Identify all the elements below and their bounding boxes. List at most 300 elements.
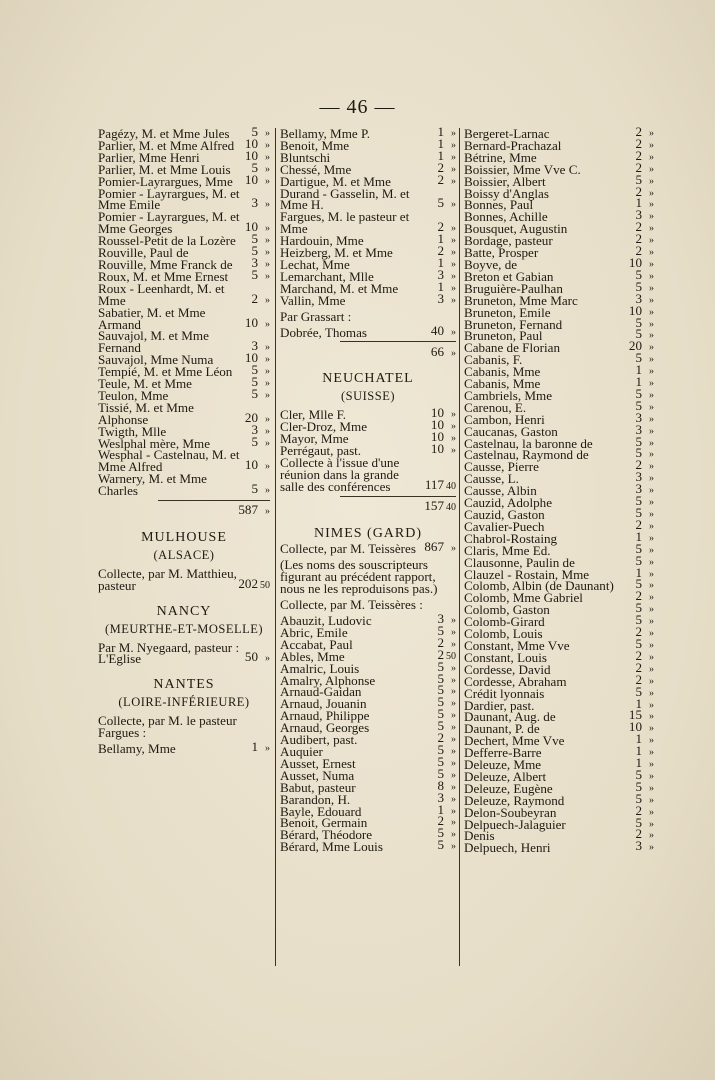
entry-row — [280, 322, 456, 340]
amount-francs: 10 — [628, 302, 642, 318]
entry-amount — [238, 385, 270, 402]
subtotal-amount — [238, 504, 270, 518]
entry-name: Cambon, Henri — [464, 411, 545, 427]
amount-francs: 5 — [251, 266, 258, 282]
entry-name: Delpuech, Henri — [464, 840, 551, 856]
amount-cents: » — [649, 747, 654, 759]
amount-cents: » — [649, 663, 654, 675]
amount-cents: » — [649, 413, 654, 425]
entry-name: Perrégaut, past. — [280, 442, 362, 458]
entry-name: Causse, Pierre — [464, 459, 539, 475]
amount-francs: 3 — [437, 789, 444, 805]
amount-cents: 40 — [446, 480, 456, 492]
amount-cents: » — [649, 759, 654, 771]
entry-name: Delon-Soubeyran — [464, 804, 557, 820]
amount-cents: » — [451, 235, 456, 247]
amount-francs: 2 — [635, 231, 642, 247]
entry-name: Delpuech-Jalaguier — [464, 816, 566, 832]
amount-francs: 2 — [437, 243, 444, 259]
amount-cents: » — [451, 757, 456, 769]
entry-row — [98, 399, 270, 427]
amount-francs: 2 — [437, 634, 444, 650]
amount-francs: 2 — [635, 147, 642, 163]
amount-cents: » — [265, 342, 270, 354]
amount-cents: » — [649, 139, 654, 151]
entry-name: Teule, M. et Mme — [98, 376, 192, 392]
amount-cents: 50 — [260, 579, 270, 591]
amount-francs: 1 — [437, 278, 444, 294]
amount-francs: 10 — [430, 417, 444, 433]
column-divider — [459, 128, 460, 966]
amount-francs: 3 — [437, 266, 444, 282]
amount-cents: » — [265, 742, 270, 754]
amount-cents: » — [649, 306, 654, 318]
section-heading: NIMES (GARD) — [313, 525, 423, 541]
amount-cents: » — [451, 433, 456, 445]
amount-francs: 10 — [430, 429, 444, 445]
entry-name: Pomier-Layrargues, Mme — [98, 173, 233, 189]
entry-name: Collecte, par M. Teissères — [280, 541, 416, 557]
entry-name: Cabanis, Mme — [464, 364, 541, 380]
entry-name: Bernard-Prachazal — [464, 137, 562, 153]
entry-name: Sabatier, M. et Mme Armand — [98, 304, 206, 332]
entry-name: Bérard, Mme Louis — [280, 839, 383, 855]
amount-francs: 2 — [635, 183, 642, 199]
entry-name: Mayor, Mme — [280, 431, 349, 447]
amount-cents: » — [451, 139, 456, 151]
amount-cents: » — [265, 425, 270, 437]
entry-name: Claris, Mme Ed. — [464, 542, 551, 558]
amount-francs: 5 — [635, 552, 642, 568]
total-rule — [340, 341, 456, 342]
entry-row — [280, 185, 456, 213]
entry-name: Rouville, Paul de — [98, 245, 189, 261]
entry-name: Causse, L. — [464, 471, 519, 487]
amount-cents: » — [451, 421, 456, 433]
amount-cents: » — [649, 128, 654, 139]
amount-cents: » — [649, 282, 654, 294]
amount-cents: » — [265, 139, 270, 151]
entry-name: Twigth, Mlle — [98, 423, 167, 439]
amount-cents: » — [451, 805, 456, 817]
amount-cents: » — [649, 770, 654, 782]
amount-francs: 3 — [251, 421, 258, 437]
entry-name: Sauvajol, Mme Numa — [98, 352, 214, 368]
amount-francs: 202 — [238, 575, 258, 591]
amount-cents: » — [451, 698, 456, 710]
amount-francs: 5 — [635, 505, 642, 520]
amount-cents: » — [649, 461, 654, 473]
amount-francs: 10 — [244, 219, 258, 235]
amount-cents: » — [451, 270, 456, 282]
amount-cents: » — [265, 318, 270, 330]
amount-cents: » — [451, 674, 456, 686]
entry-amount — [238, 483, 270, 497]
entry-name: Colomb, Gaston — [464, 602, 550, 618]
amount-francs: 5 — [635, 766, 642, 782]
entry-name: Cordesse, David — [464, 661, 551, 677]
amount-francs: 2 — [437, 219, 444, 235]
amount-cents: » — [265, 223, 270, 235]
amount-francs: 5 — [437, 765, 444, 781]
amount-cents: » — [649, 509, 654, 520]
entry-amount — [424, 322, 456, 339]
entry-name: Abric, Emile — [280, 624, 348, 640]
entry-name: Deleuze, Eugène — [464, 780, 553, 796]
amount-francs: 10 — [628, 719, 642, 735]
amount-cents: » — [451, 294, 456, 306]
amount-cents: » — [451, 829, 456, 841]
amount-francs: 10 — [430, 440, 444, 456]
entry-name: Bellamy, Mme — [98, 740, 176, 756]
amount-cents: » — [649, 401, 654, 413]
entry-name: Cauzid, Adolphe — [464, 495, 553, 511]
amount-francs: 2 — [635, 671, 642, 687]
column-2 — [280, 124, 456, 855]
amount-francs: 867 — [424, 539, 444, 555]
amount-francs: 1 — [437, 147, 444, 163]
amount-cents: » — [451, 638, 456, 650]
amount-francs: 2 — [635, 659, 642, 675]
entry-name: Bétrine, Mme — [464, 149, 537, 165]
entry-name: Collecte à l'issue d'une réunion dans la grande salle des conférences — [280, 454, 400, 494]
amount-cents: » — [649, 782, 654, 794]
amount-francs: 2 — [635, 243, 642, 259]
section-note: Par Grassart : — [280, 308, 352, 324]
amount-francs: 3 — [635, 409, 642, 425]
entry-name: Roussel-Petit de la Lozère — [98, 233, 236, 249]
entry-name: Colomb, Louis — [464, 626, 543, 642]
amount-cents: » — [451, 199, 456, 211]
amount-francs: 10 — [430, 405, 444, 421]
amount-francs: 1 — [251, 738, 258, 754]
amount-francs: 2 — [635, 826, 642, 842]
amount-francs: 5 — [251, 433, 258, 449]
entry-name: Bonnes, Achille — [464, 209, 548, 225]
section-heading: NANCY — [156, 603, 212, 619]
entry-name: Bruneton, Fernand — [464, 316, 563, 332]
amount-francs: 2 — [437, 813, 444, 829]
amount-francs: 3 — [635, 469, 642, 485]
entry-amount — [238, 197, 270, 211]
entry-name: Par M. Nyegaard, pasteur : L'Eglise — [98, 639, 240, 667]
amount-francs: 5 — [635, 576, 642, 592]
entry-name: Bergeret-Larnac — [464, 126, 550, 141]
amount-francs: 5 — [251, 481, 258, 497]
entry-row — [98, 304, 270, 332]
amount-cents: » — [451, 793, 456, 805]
amount-francs: 5 — [635, 350, 642, 366]
entry-row — [280, 454, 456, 494]
amount-cents: » — [451, 347, 456, 359]
amount-cents: » — [265, 128, 270, 139]
entry-name: Crédit lyonnais — [464, 685, 545, 701]
amount-francs: 10 — [244, 135, 258, 151]
entry-name: Bluntschi — [280, 149, 331, 165]
amount-cents: » — [451, 223, 456, 235]
entry-name: Hardouin, Mme — [280, 233, 364, 249]
amount-francs: 5 — [635, 540, 642, 556]
amount-cents: » — [649, 651, 654, 663]
subtotal-amount — [424, 497, 456, 514]
amount-cents: » — [649, 806, 654, 818]
entry-name: Daunant, Aug. de — [464, 709, 556, 725]
entry-name: Amalric, Louis — [280, 660, 360, 676]
amount-cents: » — [649, 723, 654, 735]
amount-francs: 5 — [635, 385, 642, 401]
amount-francs: 5 — [251, 124, 258, 139]
amount-cents: » — [649, 544, 654, 556]
amount-francs: 10 — [244, 350, 258, 366]
amount-cents: » — [451, 722, 456, 734]
amount-francs: 10 — [244, 171, 258, 187]
column-1 — [98, 124, 270, 756]
amount-cents: » — [451, 326, 456, 338]
amount-francs: 1 — [635, 195, 642, 211]
entry-name: Pomier - Layrargues, M. et Mme Emile — [98, 185, 240, 213]
entry-name: Sauvajol, M. et Mme Fernand — [98, 328, 209, 356]
entry-name: Caucanas, Gaston — [464, 423, 558, 439]
amount-francs: 1 — [437, 231, 444, 247]
entry-name: Pomier - Layrargues, M. et Mme Georges — [98, 209, 240, 237]
amount-cents: » — [451, 662, 456, 674]
entry-name: Chabrol-Rostaing — [464, 530, 558, 546]
amount-cents: » — [265, 354, 270, 366]
entry-name: Bonnes, Paul — [464, 197, 534, 213]
amount-cents: » — [649, 270, 654, 282]
amount-cents: » — [451, 745, 456, 757]
entry-name: Cler-Droz, Mme — [280, 419, 368, 435]
amount-cents: » — [265, 199, 270, 211]
entry-row — [98, 185, 270, 213]
entry-name: Arnaud, Philippe — [280, 708, 370, 724]
amount-francs: 2 — [437, 159, 444, 175]
entry-name: Dechert, Mme Vve — [464, 733, 565, 749]
amount-cents: » — [265, 294, 270, 306]
amount-cents: » — [451, 409, 456, 421]
amount-francs: 1 — [635, 755, 642, 771]
amount-cents: » — [649, 532, 654, 544]
entry-name: Clauzel - Rostain, Mme — [464, 566, 590, 582]
amount-francs: 10 — [628, 254, 642, 270]
amount-francs: 50 — [244, 649, 258, 665]
amount-francs: 5 — [251, 362, 258, 378]
entry-name: Benoit, Germain — [280, 815, 368, 831]
entry-name: Bruneton, Mme Marc — [464, 292, 578, 308]
entry-name: Arnaud, Georges — [280, 720, 370, 736]
amount-francs: 1 — [437, 124, 444, 139]
entry-name: Barandon, H. — [280, 791, 351, 807]
amount-cents: » — [649, 687, 654, 699]
entry-name: Babut, pasteur — [280, 779, 356, 795]
entry-row — [98, 449, 270, 473]
entry-amount — [238, 575, 270, 592]
entry-name: Accabat, Paul — [280, 636, 353, 652]
amount-francs: 5 — [635, 445, 642, 461]
amount-francs: 157 — [424, 497, 444, 513]
entry-name: Boissier, Albert — [464, 173, 546, 189]
entry-name: Breton et Gabian — [464, 268, 554, 284]
amount-cents: » — [649, 794, 654, 806]
entry-amount — [238, 738, 270, 755]
amount-cents: » — [649, 187, 654, 199]
amount-cents: » — [265, 163, 270, 175]
amount-francs: 5 — [635, 600, 642, 616]
entry-name: Defferre-Barre — [464, 745, 542, 761]
amount-cents: 50 — [446, 650, 456, 662]
amount-francs: 1 — [635, 362, 642, 378]
amount-cents: » — [265, 506, 270, 518]
amount-cents: » — [451, 151, 456, 163]
amount-francs: 5 — [437, 682, 444, 698]
section-note: Collecte, par M. le pasteur Fargues : — [98, 713, 237, 741]
amount-francs: 3 — [635, 481, 642, 497]
amount-cents: » — [649, 842, 654, 854]
amount-francs: 1 — [635, 564, 642, 580]
entry-name: Ables, Mme — [280, 648, 345, 664]
amount-cents: » — [649, 604, 654, 616]
amount-francs: 5 — [251, 159, 258, 175]
amount-francs: 20 — [628, 338, 642, 354]
entry-name: Bruguière-Paulhan — [464, 280, 563, 296]
amount-francs: 3 — [437, 290, 444, 306]
amount-francs: 5 — [635, 278, 642, 294]
amount-cents: » — [265, 366, 270, 378]
amount-cents: » — [649, 711, 654, 723]
amount-cents: » — [265, 270, 270, 282]
amount-francs: 5 — [635, 397, 642, 413]
entry-name: Chessé, Mme — [280, 161, 352, 177]
amount-francs: 3 — [251, 338, 258, 354]
amount-francs: 1 — [635, 528, 642, 544]
entry-amount — [238, 171, 270, 188]
amount-francs: 2 — [635, 219, 642, 235]
subtotal-row — [280, 345, 456, 359]
amount-francs: 5 — [437, 658, 444, 674]
amount-francs: 2 — [635, 135, 642, 151]
entry-name: Causse, Albin — [464, 483, 537, 499]
entry-row — [98, 565, 270, 593]
entry-amount — [238, 266, 270, 283]
amount-francs: 2 — [635, 457, 642, 473]
entry-name: Collecte, par M. Matthieu, pasteur — [98, 565, 237, 593]
amount-francs: 1 — [635, 374, 642, 390]
total-rule — [340, 496, 456, 497]
amount-francs: 8 — [437, 777, 444, 793]
entry-amount — [238, 290, 270, 307]
entry-name: Durand - Gasselin, M. et Mme H. — [280, 185, 410, 213]
entry-name: Vallin, Mme — [280, 292, 346, 308]
entry-name: Colomb-Girard — [464, 614, 545, 630]
entry-name: Marchand, M. et Mme — [280, 280, 399, 296]
entry-row — [464, 838, 654, 856]
entry-name: Rouville, Mme Franck de — [98, 256, 233, 272]
amount-francs: 5 — [437, 825, 444, 841]
amount-francs: 5 — [437, 622, 444, 638]
entry-name: Ausset, Numa — [280, 767, 355, 783]
entry-row — [280, 290, 456, 308]
amount-francs: 2 — [635, 159, 642, 175]
entry-name: Cordesse, Abraham — [464, 673, 567, 689]
entry-row — [98, 473, 270, 497]
entry-name: Dardier, past. — [464, 697, 535, 713]
entry-name: Cabanis, Mme — [464, 376, 541, 392]
entry-name: Clausonne, Paulin de — [464, 554, 575, 570]
entry-name: Cabanis, F. — [464, 352, 523, 368]
entry-name: Auquier — [280, 743, 323, 759]
entry-name: Boissy d'Anglas — [464, 185, 549, 201]
amount-cents: » — [649, 675, 654, 687]
subtotal-amount — [424, 343, 456, 360]
amount-francs: 5 — [635, 326, 642, 342]
amount-francs: 5 — [635, 266, 642, 282]
amount-cents: » — [649, 223, 654, 235]
entry-name: Abauzit, Ludovic — [280, 613, 372, 628]
amount-francs: 66 — [430, 343, 444, 359]
amount-francs: 1 — [635, 743, 642, 759]
column-3 — [464, 124, 654, 856]
amount-cents: » — [649, 580, 654, 592]
amount-cents: » — [451, 817, 456, 829]
amount-cents: » — [265, 175, 270, 187]
amount-francs: 1 — [437, 254, 444, 270]
entry-amount — [238, 433, 270, 450]
amount-cents: » — [451, 444, 456, 456]
entry-name: Tempié, M. et Mme Léon — [98, 364, 233, 380]
amount-cents: » — [265, 235, 270, 247]
amount-cents: » — [649, 151, 654, 163]
amount-francs: 2 — [635, 516, 642, 532]
entry-name: Deleuze, Raymond — [464, 792, 565, 808]
entry-name: Cambriels, Mme — [464, 387, 553, 403]
amount-cents: » — [451, 710, 456, 722]
amount-francs: 5 — [635, 314, 642, 330]
amount-francs: 40 — [430, 322, 444, 338]
entry-name: Arnaud-Gaidan — [280, 684, 362, 700]
amount-cents: » — [451, 781, 456, 793]
entry-amount — [424, 476, 456, 493]
entry-name: Roux - Leenhardt, M. et Mme — [98, 280, 225, 308]
entry-name: Audibert, past. — [280, 732, 358, 748]
amount-francs: 10 — [244, 314, 258, 330]
amount-francs: 10 — [244, 147, 258, 163]
amount-francs: 5 — [437, 195, 444, 211]
amount-francs: 2 — [251, 290, 258, 306]
amount-cents: » — [265, 151, 270, 163]
amount-francs: 5 — [635, 635, 642, 651]
entry-name: Boyve, de — [464, 256, 518, 272]
entry-name: Amalry, Alphonse — [280, 672, 376, 688]
amount-cents: » — [451, 128, 456, 139]
entry-name: Parlier, M. et Mme Alfred — [98, 137, 235, 153]
amount-cents: » — [451, 282, 456, 294]
amount-francs: 1 — [635, 731, 642, 747]
entry-amount — [424, 440, 456, 457]
amount-cents: » — [649, 258, 654, 270]
amount-francs: 3 — [251, 254, 258, 270]
page-number: — 46 — — [319, 96, 396, 118]
entry-name: Warnery, M. et Mme Charles — [98, 471, 207, 499]
entry-name: Parlier, Mme Henri — [98, 149, 200, 165]
amount-cents: » — [649, 639, 654, 651]
entry-name: Dartigue, M. et Mme — [280, 173, 391, 189]
amount-francs: 3 — [437, 611, 444, 626]
amount-cents: » — [451, 163, 456, 175]
amount-cents: » — [649, 342, 654, 354]
entry-name: Carenou, E. — [464, 399, 527, 415]
amount-cents: » — [265, 413, 270, 425]
amount-cents: » — [265, 378, 270, 390]
